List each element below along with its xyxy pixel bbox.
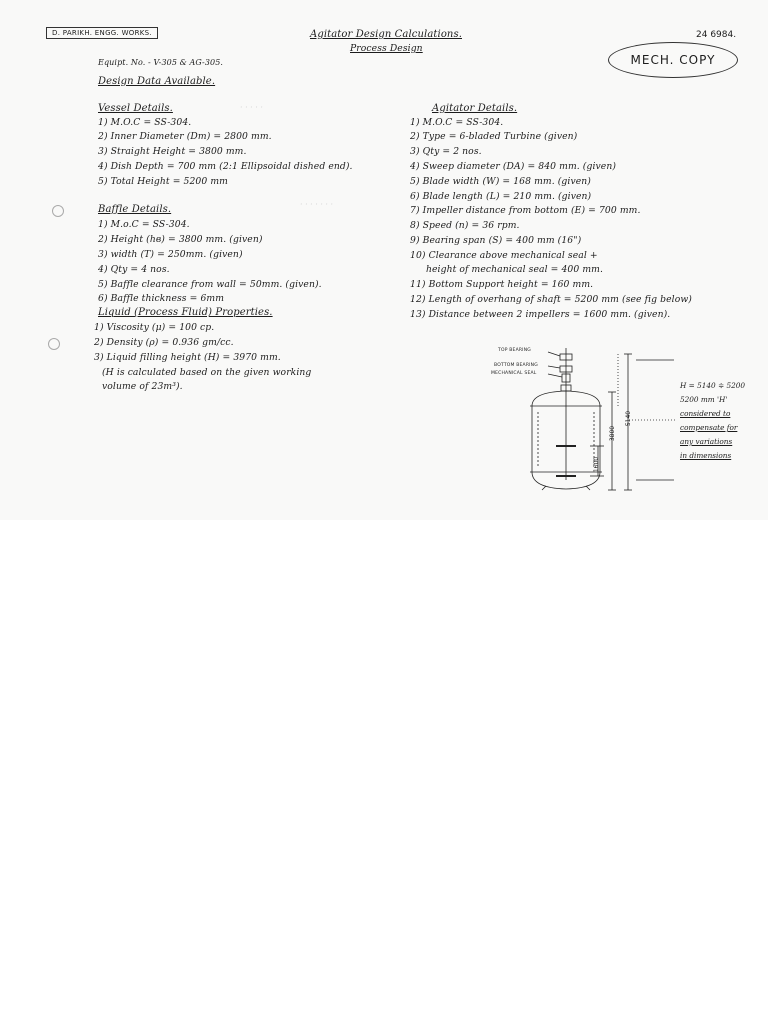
list-item: 5) Total Height = 5200 mm — [98, 176, 228, 187]
bottom-bearing-label: BOTTOM BEARING — [494, 363, 538, 368]
list-item: 5) Baffle clearance from wall = 50mm. (given). — [98, 279, 322, 290]
list-item: 3) Straight Height = 3800 mm. — [98, 146, 247, 157]
margin-mark — [48, 338, 60, 350]
list-item: 4) Qty = 4 nos. — [98, 264, 170, 275]
list-item: 11) Bottom Support height = 160 mm. — [410, 279, 594, 290]
list-item: 4) Sweep diameter (DA) = 840 mm. (given) — [410, 161, 617, 172]
list-item: (H is calculated based on the given working — [102, 367, 312, 378]
top-bearing-label: TOP BEARING — [498, 348, 531, 353]
list-item: 1) M.o.C = SS-304. — [98, 219, 190, 230]
list-item: 3) Qty = 2 nos. — [410, 146, 482, 157]
document-number: 24 6984. — [696, 30, 737, 40]
note-line: 5200 mm 'H' — [680, 395, 728, 404]
list-item: 6) Blade length (L) = 210 mm. (given) — [410, 191, 592, 202]
list-item: 5) Blade width (W) = 168 mm. (given) — [410, 176, 591, 187]
dim-5140-label: 5140 — [625, 410, 633, 427]
mech-copy-stamp: MECH. COPY — [608, 42, 738, 78]
list-item: 1) Viscosity (μ) = 100 cp. — [94, 322, 215, 333]
list-item: 2) Type = 6-bladed Turbine (given) — [410, 131, 578, 142]
note-line: any variations — [680, 437, 733, 446]
agitator-heading: Agitator Details. — [432, 103, 518, 114]
list-item: 8) Speed (n) = 36 rpm. — [410, 220, 520, 231]
vessel-heading: Vessel Details. — [98, 103, 173, 114]
liquid-heading: Liquid (Process Fluid) Properties. — [98, 307, 273, 318]
bleed-through-mark: · · · · · · · — [300, 200, 334, 209]
list-item: 13) Distance between 2 impellers = 1600 mm. (given). — [410, 309, 671, 320]
page-subtitle: Process Design — [350, 43, 423, 54]
list-item: 9) Bearing span (S) = 400 mm (16") — [410, 235, 582, 246]
mechanical-seal-label: MECHANICAL SEAL — [491, 371, 537, 376]
list-item: 6) Baffle thickness = 6mm — [98, 293, 225, 304]
note-line: in dimensions — [680, 451, 732, 460]
list-item: 2) Inner Diameter (Dт) = 2800 mm. — [98, 131, 272, 142]
list-item: 3) Liquid filling height (H) = 3970 mm. — [94, 352, 281, 363]
bleed-through-mark: · · · · · — [240, 103, 263, 112]
list-item: 3) width (T) = 250mm. (given) — [98, 249, 243, 260]
list-item: 1) M.O.C = SS-304. — [410, 117, 504, 128]
list-item: volume of 23m³). — [102, 381, 183, 392]
note-line: considered to — [680, 409, 731, 418]
baffle-heading: Baffle Details. — [98, 204, 172, 215]
list-item: 10) Clearance above mechanical seal + — [410, 250, 598, 261]
list-item: 4) Dish Depth = 700 mm (2:1 Ellipsoidal dished end). — [98, 161, 353, 172]
page-title: Agitator Design Calculations. — [310, 29, 462, 40]
author-box: D. PARIKH. ENGG. WORKS. — [46, 27, 158, 39]
note-line: compensate for — [680, 423, 738, 432]
equipment-number: Equipt. No. - V-305 & AG-305. — [98, 58, 224, 67]
list-item: 2) Height (hв) = 3800 mm. (given) — [98, 234, 263, 245]
section-title: Design Data Available. — [98, 76, 216, 87]
list-item: 12) Length of overhang of shaft = 5200 mm (see fig below) — [410, 294, 692, 305]
note-line: H = 5140 ≑ 5200 — [680, 381, 746, 390]
list-item: 7) Impeller distance from bottom (E) = 700 mm. — [410, 205, 641, 216]
dim-3800-label: 3800 — [609, 425, 617, 442]
dim-1600-label: 1600 — [593, 456, 601, 473]
list-item: height of mechanical seal = 400 mm. — [426, 264, 603, 275]
list-item: 2) Density (ρ) = 0.936 gm/cc. — [94, 337, 234, 348]
margin-mark — [52, 205, 64, 217]
list-item: 1) M.O.C = SS-304. — [98, 117, 192, 128]
